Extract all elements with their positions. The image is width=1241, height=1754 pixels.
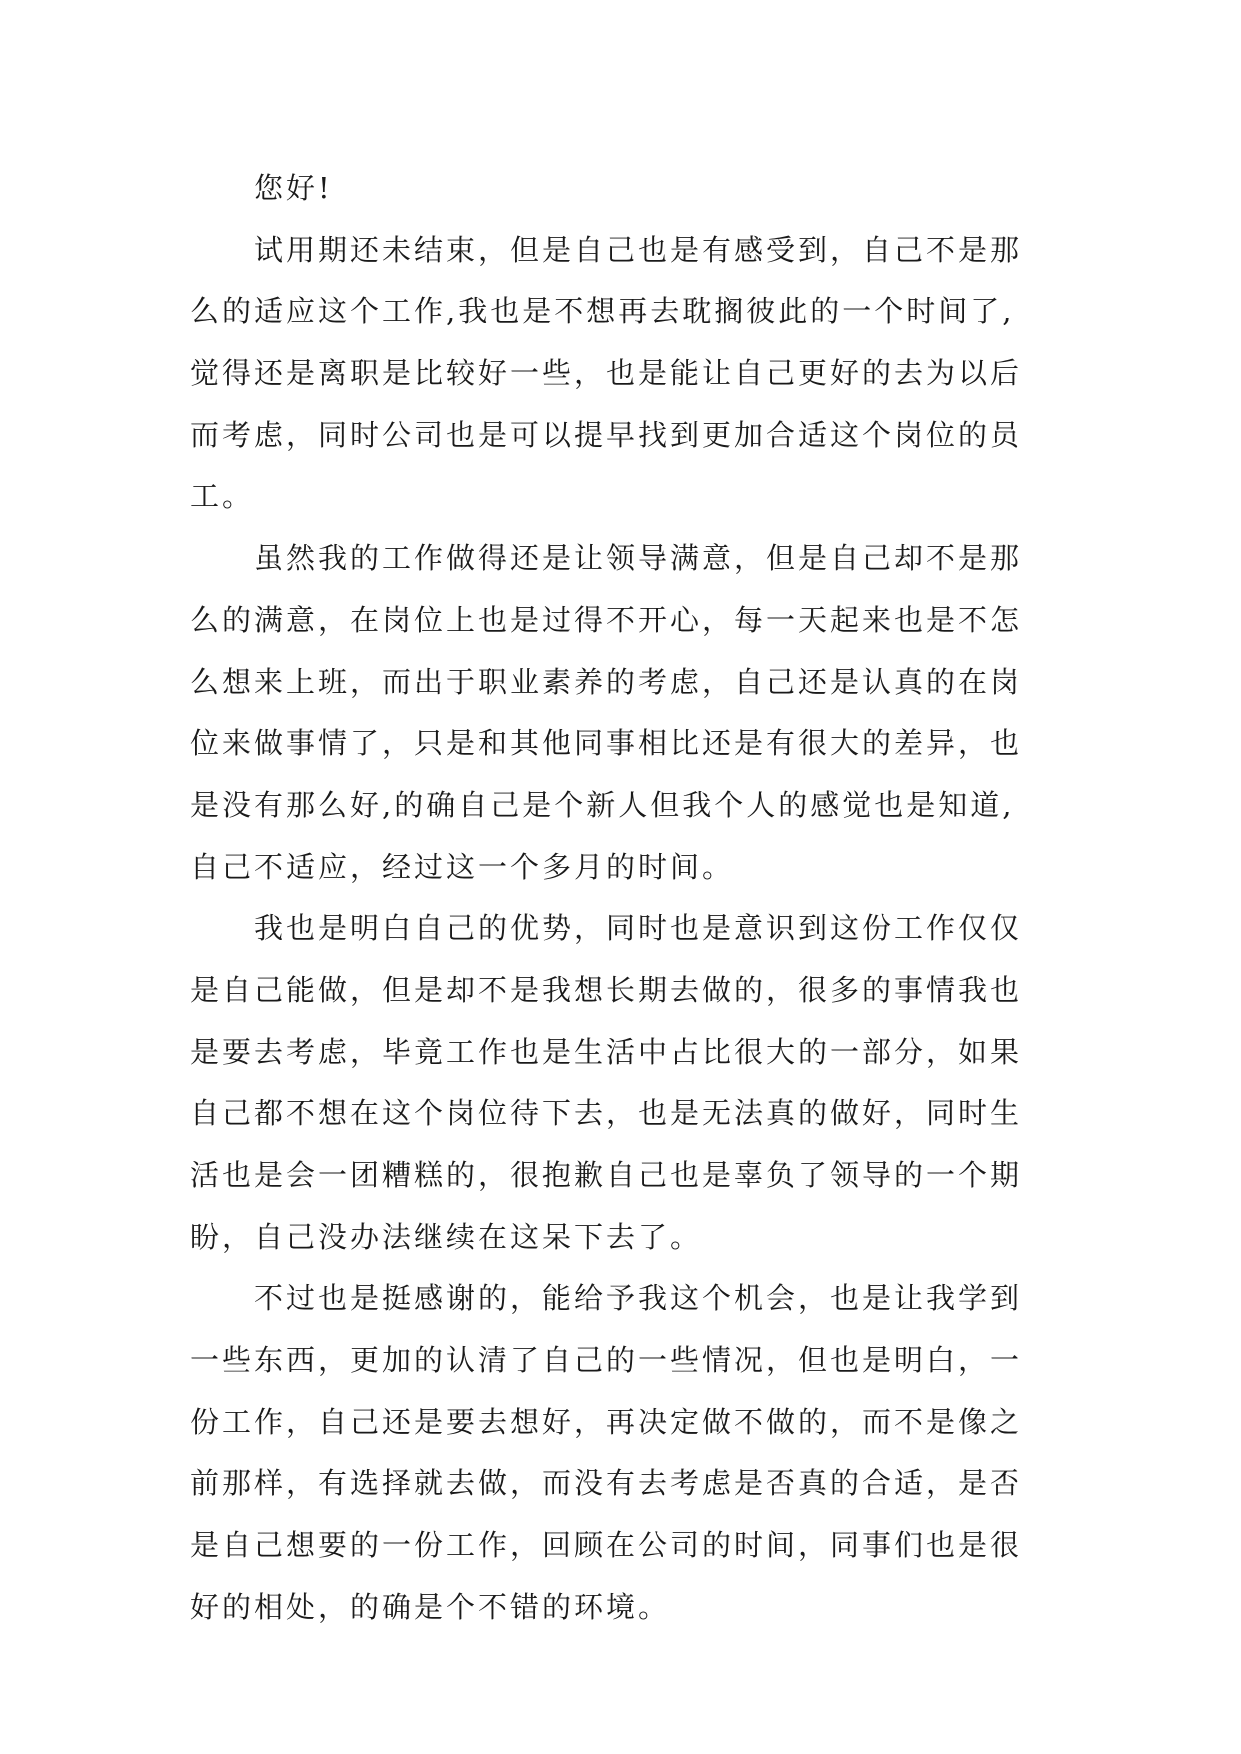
paragraph-line: 而考虑，同时公司也是可以提早找到更加合适这个岗位的员	[190, 417, 1023, 452]
paragraph-line: 不过也是挺感谢的，能给予我这个机会，也是让我学到	[254, 1281, 1023, 1316]
paragraph-line: 前那样，有选择就去做，而没有去考虑是否真的合适，是否	[190, 1466, 1023, 1501]
paragraph-line: 好的相处，的确是个不错的环境。	[190, 1589, 671, 1624]
paragraph-line: 自己都不想在这个岗位待下去，也是无法真的做好，同时生	[190, 1096, 1023, 1131]
paragraph-2	[190, 528, 1070, 898]
paragraph-line: 是没有那么好,的确自己是个新人但我个人的感觉也是知道,	[190, 787, 1015, 822]
paragraph-line: 我也是明白自己的优势，同时也是意识到这份工作仅仅	[254, 911, 1023, 946]
paragraph-line: 自己不适应，经过这一个多月的时间。	[190, 849, 735, 884]
paragraph-line: 觉得还是离职是比较好一些，也是能让自己更好的去为以后	[190, 356, 1023, 391]
paragraph-line: 是要去考虑，毕竟工作也是生活中占比很大的一部分，如果	[190, 1034, 1023, 1069]
greeting: 您好!	[254, 171, 333, 205]
paragraph-line: 活也是会一团糟糕的，很抱歉自己也是辜负了领导的一个期	[190, 1158, 1023, 1192]
paragraph-line: 么想来上班，而出于职业素养的考虑，自己还是认真的在岗	[190, 664, 1023, 699]
paragraph-line: 位来做事情了，只是和其他同事相比还是有很大的差异，也	[190, 726, 1023, 761]
paragraph-1	[190, 220, 1070, 528]
paragraph-3	[190, 898, 1070, 1268]
paragraph-line: 是自己能做，但是却不是我想长期去做的，很多的事情我也	[190, 972, 1023, 1007]
paragraph-line: 么的满意，在岗位上也是过得不开心，每一天起来也是不怎	[190, 602, 1023, 637]
paragraph-line: 一些东西，更加的认清了自己的一些情况，但也是明白，一	[190, 1343, 1023, 1378]
paragraph-line: 份工作，自己还是要去想好，再决定做不做的，而不是像之	[190, 1404, 1023, 1439]
paragraph-line: 盼，自己没办法继续在这呆下去了。	[190, 1219, 703, 1254]
paragraph-line: 工。	[190, 479, 255, 514]
paragraph-line: 么的适应这个工作,我也是不想再去耽搁彼此的一个时间了,	[190, 294, 1015, 329]
paragraph-line: 虽然我的工作做得还是让领导满意，但是自己却不是那	[254, 541, 1023, 576]
paragraph-line: 是自己想要的一份工作，回顾在公司的时间，同事们也是很	[190, 1528, 1023, 1563]
paragraph-line: 试用期还未结束，但是自己也是有感受到，自己不是那	[254, 232, 1023, 267]
paragraph-4	[190, 1268, 1070, 1638]
letter-body	[190, 158, 1070, 1639]
